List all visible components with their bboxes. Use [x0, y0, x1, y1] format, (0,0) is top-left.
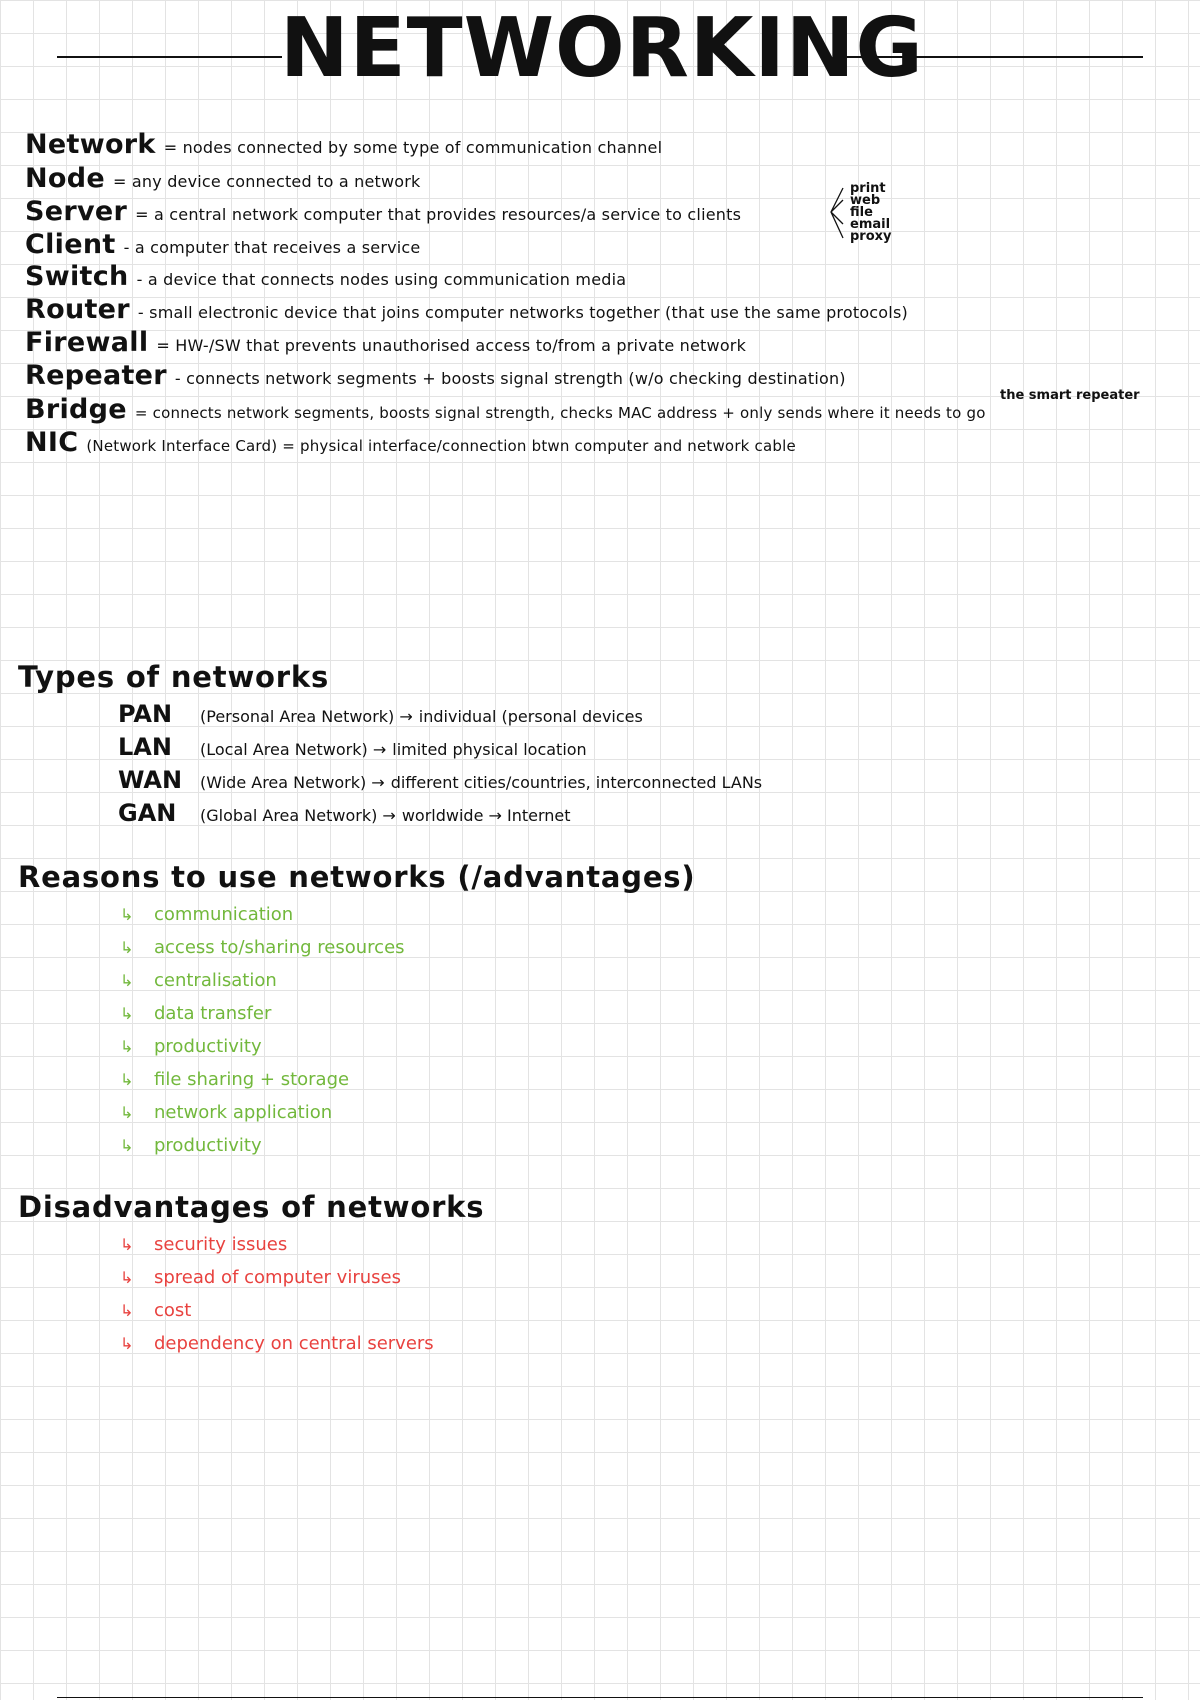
arrow-icon: ↳ [120, 1004, 134, 1023]
definition-term: Client [25, 229, 116, 260]
title-rule-left [57, 56, 282, 58]
definition-text: - small electronic device that joins computer networks together (that use the same protocols) [137, 303, 908, 322]
arrow-icon: → [371, 773, 385, 792]
advantage-text: network application [154, 1102, 333, 1123]
definition-row [25, 394, 986, 425]
definition-text: = connects network segments, boosts signal strength, checks MAC address + only sends where it needs to go [134, 404, 986, 422]
page-title: NETWORKING [280, 1, 924, 96]
network-detail: different cities/countries, interconnected LANs [390, 773, 763, 792]
arrow-icon: ↳ [120, 971, 134, 990]
definition-row [25, 327, 746, 358]
server-note: file [850, 205, 873, 220]
arrow-icon: ↳ [120, 938, 134, 957]
arrow-icon: ↳ [120, 1334, 134, 1353]
network-abbr: LAN [118, 733, 172, 761]
server-notes [850, 183, 892, 243]
definition-text: - a computer that receives a service [123, 238, 421, 257]
definition-term: Node [25, 163, 105, 194]
definition-term: Bridge [25, 394, 127, 425]
definition-text: - a device that connects nodes using communication media [136, 270, 627, 289]
definition-row [25, 261, 626, 292]
disadvantages-heading: Disadvantages of networks [18, 1190, 485, 1224]
disadvantage-text: spread of computer viruses [154, 1267, 401, 1288]
disadvantage-text: cost [154, 1300, 192, 1321]
definition-row [25, 229, 420, 260]
definition-term: Firewall [25, 327, 149, 358]
advantage-item [120, 904, 293, 925]
network-abbr: GAN [118, 799, 177, 827]
bottom-rule [57, 1697, 1143, 1698]
brace-icon [828, 186, 844, 240]
network-detail: worldwide → Internet [401, 806, 571, 825]
advantage-text: file sharing + storage [154, 1069, 350, 1090]
definition-text: - connects network segments + boosts signal strength (w/o checking destination) [174, 369, 846, 388]
server-note: proxy [850, 229, 892, 244]
arrow-icon: ↳ [120, 1136, 134, 1155]
arrow-icon: ↳ [120, 1301, 134, 1320]
network-abbr: PAN [118, 700, 173, 728]
advantage-item [120, 1003, 271, 1024]
definition-text: = nodes connected by some type of communication channel [163, 138, 663, 157]
definition-term: NIC [25, 427, 79, 458]
advantage-item [120, 937, 405, 958]
network-desc: (Global Area Network) [200, 806, 378, 825]
network-desc: (Wide Area Network) [200, 773, 367, 792]
definition-text: (Network Interface Card) = physical interface/connection btwn computer and network cable [86, 437, 796, 455]
advantage-text: productivity [154, 1135, 262, 1156]
arrow-icon: → [399, 707, 413, 726]
advantage-item [120, 970, 277, 991]
definition-text: = HW-/SW that prevents unauthorised access to/from a private network [156, 336, 747, 355]
advantage-item [120, 1036, 262, 1057]
advantage-item [120, 1135, 262, 1156]
bridge-note: the smart repeater [1000, 388, 1140, 403]
network-type-row [118, 700, 643, 728]
disadvantage-item [120, 1267, 401, 1288]
advantage-text: centralisation [154, 970, 277, 991]
arrow-icon: ↳ [120, 1235, 134, 1254]
arrow-icon: ↳ [120, 905, 134, 924]
definition-row [25, 163, 421, 194]
advantage-item [120, 1069, 349, 1090]
arrow-icon: ↳ [120, 1268, 134, 1287]
advantage-text: data transfer [154, 1003, 272, 1024]
definition-text: = any device connected to a network [113, 172, 421, 191]
advantage-text: communication [154, 904, 294, 925]
advantage-text: productivity [154, 1036, 262, 1057]
definition-row [25, 427, 796, 458]
definition-row [25, 196, 741, 227]
disadvantage-text: security issues [154, 1234, 288, 1255]
definition-term: Router [25, 294, 130, 325]
arrow-icon: → [382, 806, 396, 825]
disadvantage-item [120, 1333, 434, 1354]
arrow-icon: ↳ [120, 1037, 134, 1056]
server-note: print [850, 181, 886, 196]
network-desc: (Personal Area Network) [200, 707, 395, 726]
definition-term: Server [25, 196, 128, 227]
definition-row [25, 129, 662, 160]
arrow-icon: → [372, 740, 387, 759]
advantages-heading: Reasons to use networks (/advantages) [18, 860, 696, 894]
network-type-row [118, 799, 571, 827]
types-heading: Types of networks [18, 660, 330, 694]
disadvantage-item [120, 1234, 287, 1255]
definition-row [25, 294, 908, 325]
server-note: web [850, 193, 881, 208]
disadvantage-text: dependency on central servers [154, 1333, 434, 1354]
definition-text: = a central network computer that provides resources/a service to clients [135, 205, 742, 224]
arrow-icon: ↳ [120, 1070, 134, 1089]
network-type-row [118, 766, 762, 794]
network-detail: limited physical location [392, 740, 587, 759]
definition-term: Network [25, 129, 156, 160]
network-type-row [118, 733, 587, 761]
network-desc: (Local Area Network) [200, 740, 368, 759]
definition-row [25, 360, 846, 391]
disadvantage-item [120, 1300, 191, 1321]
arrow-icon: ↳ [120, 1103, 134, 1122]
advantage-item [120, 1102, 332, 1123]
definition-term: Switch [25, 261, 129, 292]
network-detail: individual (personal devices [418, 707, 643, 726]
definition-term: Repeater [25, 360, 167, 391]
advantage-text: access to/sharing resources [154, 937, 405, 958]
network-abbr: WAN [118, 766, 183, 794]
server-note: email [850, 217, 891, 232]
